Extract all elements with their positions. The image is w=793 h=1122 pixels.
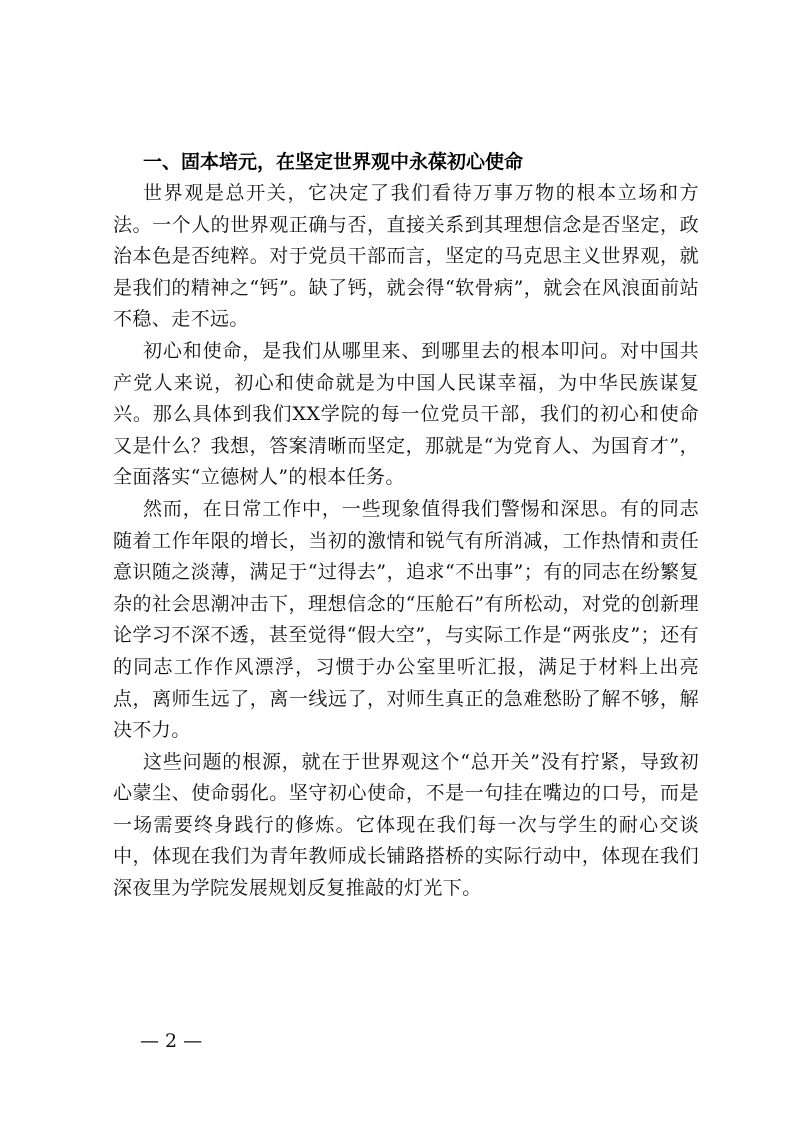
paragraph-2: 初心和使命，是我们从哪里来、到哪里去的根本叩问。对中国共产党人来说，初心和使命就是为中国人民谋幸福，为中华民族谋复兴。那么具体到我们XX学院的每一位党员干部，我们的初心和使命又是什么？我想，答案清晰而坚定，那就是“为党育人、为国育才”，全面落实“立德树人”的根本任务。 <box>113 339 699 489</box>
paragraph-4: 这些问题的根源，就在于世界观这个“总开关”没有拧紧，导致初心蒙尘、使命弱化。坚守初心使命，不是一句挂在嘴边的口号，而是一场需要终身践行的修炼。它体现在我们每一次与学生的耐心交谈中，体现在我们为青年教师成长铺路搭桥的实际行动中，体现在我们深夜里为学院发展规划反复推敲的灯光下。 <box>113 750 699 900</box>
paragraph-3: 然而，在日常工作中，一些现象值得我们警惕和深思。有的同志随着工作年限的增长，当初的激情和锐气有所消减，工作热情和责任意识随之淡薄，满足于“过得去”，追求“不出事”；有的同志在纷繁复杂的社会思潮冲击下，理想信念的“压舱石”有所松动，对党的创新理论学习不深不透，甚至觉得“假大空”，与实际工作是“两张皮”；还有的同志工作作风漂浮，习惯于办公室里听汇报，满足于材料上出亮点，离师生远了，离一线远了，对师生真正的急难愁盼了解不够，解决不力。 <box>113 497 699 742</box>
paragraph-1: 世界观是总开关，它决定了我们看待万事万物的根本立场和方法。一个人的世界观正确与否，直接关系到其理想信念是否坚定，政治本色是否纯粹。对于党员干部而言，坚定的马克思主义世界观，就是我们的精神之“钙”。缺了钙，就会得“软骨病”，就会在风浪面前站不稳、走不远。 <box>113 182 699 331</box>
page-number: — 2 — <box>140 1030 203 1052</box>
section-heading: 一、固本培元，在坚定世界观中永葆初心使命 <box>143 151 524 173</box>
document-body <box>113 146 699 905</box>
